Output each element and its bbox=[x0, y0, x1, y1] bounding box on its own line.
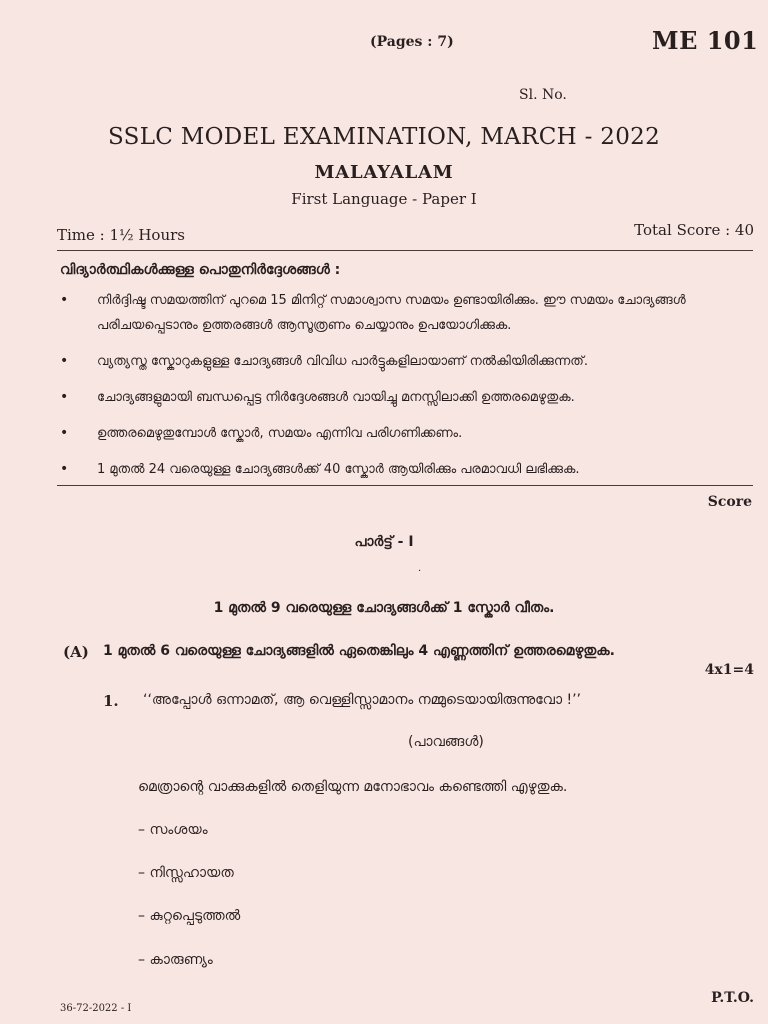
instructions-heading: വിദ്യാർത്ഥികൾക്കുള്ള പൊതുനിർദ്ദേശങ്ങൾ : bbox=[60, 262, 341, 278]
part-title: പാർട്ട് - I bbox=[354, 534, 414, 550]
total-score: Total Score : 40 bbox=[634, 221, 754, 239]
time-allowed: Time : 1½ Hours bbox=[57, 226, 185, 244]
footer-code: 36-72-2022 - I bbox=[60, 1003, 132, 1014]
answer-option: – കാരുണ്യം bbox=[138, 952, 213, 968]
exam-code: ME 101 bbox=[652, 26, 759, 55]
instruction-item: • ഉത്തരമെഴുതുമ്പോൾ സ്കോർ, സമയം എന്നിവ പരിഗണിക്കണം. bbox=[60, 421, 760, 446]
stray-mark: · bbox=[418, 566, 422, 577]
instruction-item: • 1 മുതൽ 24 വരെയുള്ള ചോദ്യങ്ങൾക്ക് 40 സ്കോർ ആയിരിക്കും പരമാവധി ലഭിക്കുക. bbox=[60, 457, 760, 482]
instructions-divider bbox=[57, 485, 753, 486]
section-a-label: (A) bbox=[63, 643, 89, 661]
instructions-list bbox=[60, 288, 760, 493]
exam-title: SSLC MODEL EXAMINATION, MARCH - 2022 bbox=[108, 124, 660, 150]
subject-title: MALAYALAM bbox=[314, 162, 454, 183]
header-divider bbox=[57, 250, 753, 251]
section-a-marks: 4x1=4 bbox=[704, 662, 754, 678]
instruction-item: • വ്യത്യസ്ത സ്കോറുകളുള്ള ചോദ്യങ്ങൾ വിവിധ പാർട്ടുകളിലായാണ് നൽകിയിരിക്കുന്നത്. bbox=[60, 349, 760, 374]
question-source: (പാവങ്ങൾ) bbox=[408, 734, 484, 750]
question-number: 1. bbox=[103, 692, 119, 710]
section-a-instruction: 1 മുതൽ 6 വരെയുള്ള ചോദ്യങ്ങളിൽ ഏതെങ്കിലും 4 എണ്ണത്തിന് ഉത്തരമെഴുതുക. bbox=[103, 643, 615, 659]
paper-title: First Language - Paper I bbox=[291, 190, 477, 208]
question-prompt: മെത്രാന്റെ വാക്കുകളിൽ തെളിയുന്ന മനോഭാവം കണ്ടെത്തി എഴുതുക. bbox=[138, 779, 568, 795]
please-turn-over: P.T.O. bbox=[711, 990, 754, 1006]
page-count: (Pages : 7) bbox=[370, 34, 454, 50]
answer-option: – സംശയം bbox=[138, 822, 208, 838]
answer-option: – നിസ്സഹായത bbox=[138, 865, 234, 881]
answer-option: – കുറ്റപ്പെടുത്തൽ bbox=[138, 908, 241, 924]
part-marks-line: 1 മുതൽ 9 വരെയുള്ള ചോദ്യങ്ങൾക്ക് 1 സ്കോർ വീതം. bbox=[213, 600, 555, 616]
score-column-label: Score bbox=[707, 494, 752, 510]
serial-number-label: Sl. No. bbox=[519, 87, 567, 103]
instruction-item: • നിർദ്ദിഷ്ട സമയത്തിന് പുറമെ 15 മിനിറ്റ് സമാശ്വാസ സമയം ഉണ്ടായിരിക്കും. ഈ സമയം ചോദ്യങ്ങൾ പരിചയപ്പെടാനും ഉത്തരങ്ങൾ ആസൂത്രണം ചെയ്യാനും ഉപയോഗിക്കുക. bbox=[60, 288, 760, 338]
instruction-item: • ചോദ്യങ്ങളുമായി ബന്ധപ്പെട്ട നിർദ്ദേശങ്ങൾ വായിച്ചു മനസ്സിലാക്കി ഉത്തരമെഴുതുക. bbox=[60, 385, 760, 410]
question-quote: ‘‘അപ്പോൾ ഒന്നാമത്, ആ വെള്ളിസ്സാമാനം നമ്മുടെയായിരുന്നുവോ !’’ bbox=[143, 692, 582, 708]
